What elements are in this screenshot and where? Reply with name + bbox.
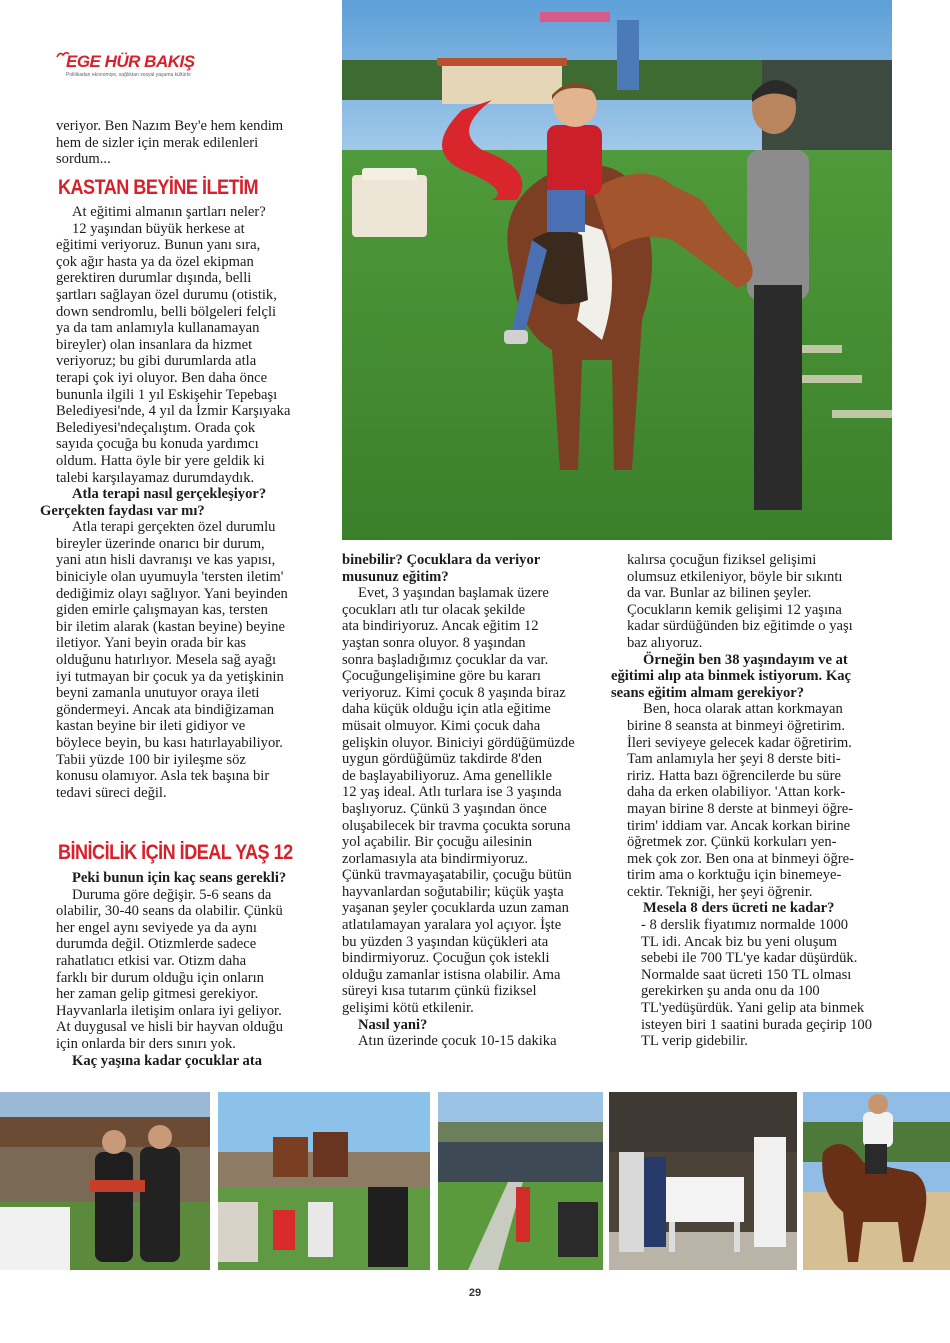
text-line: Atın üzerinde çocuk 10-15 dakika bbox=[358, 1033, 557, 1050]
text-line: her engel aynı seviyede ya da aynı bbox=[56, 919, 257, 936]
text-line: iletiyor. Yani beyin orada bir kas bbox=[56, 635, 247, 652]
text-line: bireyler üzerinde onarıcı bir durum, bbox=[56, 535, 265, 552]
column-1-bottom bbox=[56, 870, 321, 1069]
answer-paragraph bbox=[627, 917, 897, 1050]
text-line: Normalde saat ücreti 150 TL olması bbox=[641, 966, 852, 983]
text-line: Gerçekten faydası var mı? bbox=[40, 502, 205, 519]
photo-table-football bbox=[609, 1092, 797, 1270]
text-line: bireyler) olan insanlara da hizmet bbox=[56, 336, 253, 353]
text-line: için onlarda bir ders sınırı yok. bbox=[56, 1035, 236, 1052]
text-line: Mesela 8 ders ücreti ne kadar? bbox=[643, 900, 835, 917]
logo-name: EGE HÜR BAKIŞ bbox=[66, 52, 195, 71]
text-line: cektir. Tekniği, her şeyi öğrenir. bbox=[627, 883, 813, 900]
text-line: eğitimi veriyoruz. Bunun yanı sıra, bbox=[56, 237, 261, 254]
question-paragraph bbox=[342, 1017, 612, 1034]
text-line: beyni zamanla unutuyor oraya ileti bbox=[56, 685, 260, 702]
text-line: gerekirken şu anda onu da 100 bbox=[641, 983, 820, 1000]
answer-paragraph bbox=[56, 887, 321, 1053]
text-line: Duruma göre değişir. 5-6 seans da bbox=[72, 886, 272, 903]
answer-paragraph bbox=[56, 519, 321, 801]
text-line: Atla terapi gerçekten özel durumlu bbox=[72, 519, 276, 536]
text-line: Atla terapi nasıl gerçekleşiyor? bbox=[72, 486, 267, 503]
text-line: İleri seviyeye gelecek kadar öğretirim. bbox=[627, 734, 852, 751]
text-line: başlıyoruz. Çünkü 3 yaşından önce bbox=[342, 800, 547, 817]
text-line: bununla ilgili 1 yıl Eskişehir Tepebaşı bbox=[56, 386, 278, 403]
text-line: oldum. Hatta öyle bir yere geldik ki bbox=[56, 452, 265, 469]
logo-tagline: Politikadan ekonomiye, sağlıktan sosyal yaşama kültürle bbox=[66, 72, 191, 78]
text-line: Tabii yüzde 100 bir iyileşme söz bbox=[56, 751, 246, 768]
text-line: atlatılamayan yaralara yol açıyor. İşte bbox=[342, 917, 562, 934]
text-line: hayvanlardan soğutabilir; küçük yaşta bbox=[342, 883, 564, 900]
text-line: sayıda çocuğa bu konuda yardımcı bbox=[56, 436, 259, 453]
answer-paragraph bbox=[56, 221, 321, 487]
text-line: down sendromlu, belli bölgeleri felçli bbox=[56, 303, 277, 320]
text-line: isteyen biri 1 saatini burada geçirip 100 bbox=[641, 1016, 872, 1033]
text-line: göndermeyi. Ancak ata bindiğizaman bbox=[56, 701, 275, 718]
question-paragraph bbox=[342, 552, 612, 585]
text-line: giden emirle çalışmayan kas, tersten bbox=[56, 602, 268, 619]
text-line: ata bindiriyoruz. Ancak eğitim 12 bbox=[342, 618, 539, 635]
text-line: Ben, hoca olarak attan korkmayan bbox=[643, 701, 843, 718]
text-line: ya da tam anlamıyla kullanamayan bbox=[56, 320, 260, 337]
text-line: kastan beyine bir ileti gidiyor ve bbox=[56, 718, 246, 735]
text-line: Evet, 3 yaşından başlamak üzere bbox=[358, 585, 549, 602]
text-line: Belediyesi'ndeçalıştım. Orada çok bbox=[56, 419, 256, 436]
text-line: veriyoruz. Kimi çocuk 8 yaşında biraz bbox=[342, 684, 566, 701]
text-line: seans eğitim almam gerekiyor? bbox=[611, 684, 805, 701]
text-line: sebebi ile 700 TL'ye kadar düşürdük. bbox=[641, 950, 858, 967]
text-line: yaşanan şeyler çocuklarda uzun zaman bbox=[342, 900, 569, 917]
text-line: kalırsa çocuğun fiziksel gelişimi bbox=[627, 552, 817, 568]
text-line: bindirmiyoruz. Çocuğun çok istekli bbox=[342, 950, 550, 967]
text-line: Peki bunun için kaç seans gerekli? bbox=[72, 870, 287, 886]
text-line: çocukları atlı tur olacak şekilde bbox=[342, 601, 526, 618]
text-line: olabilir, 30-40 seans da olabilir. Çünkü bbox=[56, 903, 283, 920]
text-line: iyi tutmayan bir çocuk ya da yetişkinin bbox=[56, 668, 284, 685]
text-line: eğitimi alıp ata binmek istiyorum. Kaç bbox=[611, 668, 851, 685]
question-paragraph bbox=[56, 870, 321, 887]
text-line: biniciyle olan uyumuyla 'tersten iletim' bbox=[56, 569, 284, 586]
text-line: ririz. Hatta bazı öğrencilerde bu süre bbox=[627, 767, 841, 784]
text-line: Tam anlamıyla her şeyi 8 derste biti- bbox=[627, 751, 841, 768]
text-line: baz alıyoruz. bbox=[627, 634, 703, 651]
text-line: At eğitimi almanın şartları neler? bbox=[72, 204, 266, 220]
text-line: dediğimiz olayı sağlıyor. Yani beyinden bbox=[56, 585, 288, 602]
text-line: Nasıl yani? bbox=[358, 1016, 428, 1033]
text-line: bir iletim alarak (kastan beyine) beyine bbox=[56, 618, 285, 635]
text-line: 12 yaş ideal. Atlı turlara ise 3 yaşında bbox=[342, 784, 562, 801]
text-line: bu yüzden 3 yaşından küçükleri ata bbox=[342, 933, 549, 950]
column-2 bbox=[342, 552, 612, 1050]
text-line: musunuz eğitim? bbox=[342, 568, 449, 585]
text-line: Çocuğungelişimine göre bu kararı bbox=[342, 668, 541, 685]
photo-garden-path bbox=[438, 1092, 603, 1270]
text-line: böylece beyin, bu kası hatırlayabiliyor. bbox=[56, 735, 283, 751]
text-line: Hayvanlarla iletişim onlara iyi geliyor. bbox=[56, 1002, 282, 1019]
question-paragraph bbox=[611, 651, 897, 702]
text-line: olumsuz etkileniyor, böyle bir sıkıntı bbox=[627, 568, 843, 585]
text-line: TL idi. Ancak biz bu yeni oluşum bbox=[641, 933, 838, 950]
column-3 bbox=[611, 552, 897, 1050]
text-line: binebilir? Çocuklara da veriyor bbox=[342, 552, 541, 568]
text-line: TL'yedüşürdük. Yani gelip ata binmek bbox=[641, 1000, 865, 1017]
text-line: tedavi süreci değil. bbox=[56, 784, 167, 801]
text-line: veriyoruz; bu gibi durumlarda atla bbox=[56, 353, 257, 370]
main-photo-child-on-pony bbox=[342, 0, 892, 540]
answer-paragraph bbox=[342, 1033, 612, 1050]
text-line: daha da erken olabiliyor. 'Attan kork- bbox=[627, 784, 846, 801]
text-line: TL verip gidebilir. bbox=[641, 1033, 748, 1050]
text-line: gelişkin oluyor. Biniciyi gördüğümüzde bbox=[342, 734, 575, 751]
text-line: Çünkü travmayaşatabilir, çocuğu bütün bbox=[342, 867, 572, 884]
photo-rider-on-horse bbox=[803, 1092, 950, 1270]
magazine-logo bbox=[60, 52, 195, 84]
question-paragraph bbox=[56, 204, 321, 221]
text-line: mayan birine 8 derste at binmeyi öğre- bbox=[627, 800, 854, 817]
text-line: yaştan sonra oluyor. 8 yaşından bbox=[342, 634, 526, 651]
text-line: Çocukların kemik gelişimi 12 yaşına bbox=[627, 601, 842, 618]
page-number: 29 bbox=[468, 1287, 482, 1299]
question-paragraph bbox=[56, 1053, 321, 1070]
text-line: talebi karşılayamaz durumdaydık. bbox=[56, 469, 255, 486]
text-line: zorlamasıyla ata bindirmiyoruz. bbox=[342, 850, 529, 867]
text-line: çok ağır hasta ya da özel ekipman bbox=[56, 253, 254, 270]
subheading-kastan-beyine: KASTAN BEYİNE İLETİM bbox=[58, 176, 259, 199]
text-line: farklı bir durum olduğu için onların bbox=[56, 969, 264, 986]
lead-line: hem de sizler için merak edilenleri bbox=[56, 134, 259, 151]
text-line: her zaman gelip gitmesi gerekiyor. bbox=[56, 986, 259, 1003]
text-line: kadar sürdüğünden biz eğitimde o yaşı bbox=[627, 618, 853, 635]
text-line: olduğunu hatırlıyor. Mesela sağ ayağı bbox=[56, 652, 277, 669]
text-line: Örneğin ben 38 yaşındayım ve at bbox=[643, 651, 848, 668]
text-line: yol açabilir. Bir çocuğu ailesinin bbox=[342, 834, 533, 851]
text-line: olduğu zamanlar istisna olabilir. Ama bbox=[342, 966, 561, 983]
text-line: daha küçük olduğu için atla eğitime bbox=[342, 701, 551, 718]
question-paragraph bbox=[627, 900, 897, 917]
text-line: At duygusal ve hisli bir hayvan olduğu bbox=[56, 1019, 283, 1036]
text-line: tirim ama o korktuğu için binemeye- bbox=[627, 867, 842, 884]
subheading-binicilik: BİNİCİLİK İÇİN İDEAL YAŞ 12 bbox=[58, 841, 293, 864]
text-line: de başlayabiliyoruz. Ama genellikle bbox=[342, 767, 552, 784]
text-line: Kaç yaşına kadar çocuklar ata bbox=[72, 1052, 263, 1069]
text-line: konusu olamıyor. Asla tek başına bir bbox=[56, 768, 270, 785]
text-line: oluşabilecek bir travma çocukta soruna bbox=[342, 817, 571, 834]
lead-line: veriyor. Ben Nazım Bey'e hem kendim bbox=[56, 118, 284, 134]
lead-line: sordum... bbox=[56, 151, 111, 168]
text-line: uygun gördüğümüz takdirde 8'den bbox=[342, 751, 543, 768]
question-paragraph bbox=[40, 486, 321, 519]
lead-paragraph bbox=[56, 118, 321, 168]
text-line: şartları sağlayan özel durumu (otistik, bbox=[56, 286, 277, 303]
text-line: müsait olmuyor. Kimi çocuk daha bbox=[342, 717, 541, 734]
text-line: gelişimi kötü etkilenir. bbox=[342, 1000, 474, 1017]
text-line: Belediyesi'nde, 4 yıl da İzmir Karşıyaka bbox=[56, 403, 291, 420]
photo-children-and-horses bbox=[218, 1092, 430, 1270]
text-line: mek çok zor. Ben ona at binmeyi öğre- bbox=[627, 850, 854, 867]
text-line: terapi çok iyi oluyor. Ben daha önce bbox=[56, 369, 268, 386]
text-line: - 8 derslik fiyatımız normalde 1000 bbox=[641, 917, 849, 934]
column-1 bbox=[56, 118, 321, 168]
text-line: öğretmek zor. Çünkü korkuları yen- bbox=[627, 834, 837, 851]
text-line: durumda değil. Otizmlerde sadece bbox=[56, 936, 257, 953]
text-line: yani atın hisli davranışı ve kas yapısı, bbox=[56, 552, 276, 569]
text-line: da var. Bunlar az bilinen şeyler. bbox=[627, 585, 812, 602]
column-1-body bbox=[40, 204, 321, 801]
text-line: birine 8 seansta at binmeyi öğretirim. bbox=[627, 717, 846, 734]
answer-paragraph bbox=[342, 585, 612, 1016]
answer-paragraph bbox=[627, 701, 897, 900]
photo-waiters-serving bbox=[0, 1092, 210, 1270]
text-line: rahatlatıcı etkisi var. Otizm daha bbox=[56, 952, 247, 969]
text-line: 12 yaşından büyük herkese at bbox=[72, 220, 245, 237]
text-line: sonra başladığımız çocuklar da var. bbox=[342, 651, 549, 668]
text-line: gerektiren durumlar dışında, belli bbox=[56, 270, 252, 287]
text-line: süreyi kısa tutarım çünkü fiziksel bbox=[342, 983, 537, 1000]
text-line: tirim' iddiam var. Ancak korkan birine bbox=[627, 817, 851, 834]
answer-paragraph bbox=[627, 552, 897, 652]
